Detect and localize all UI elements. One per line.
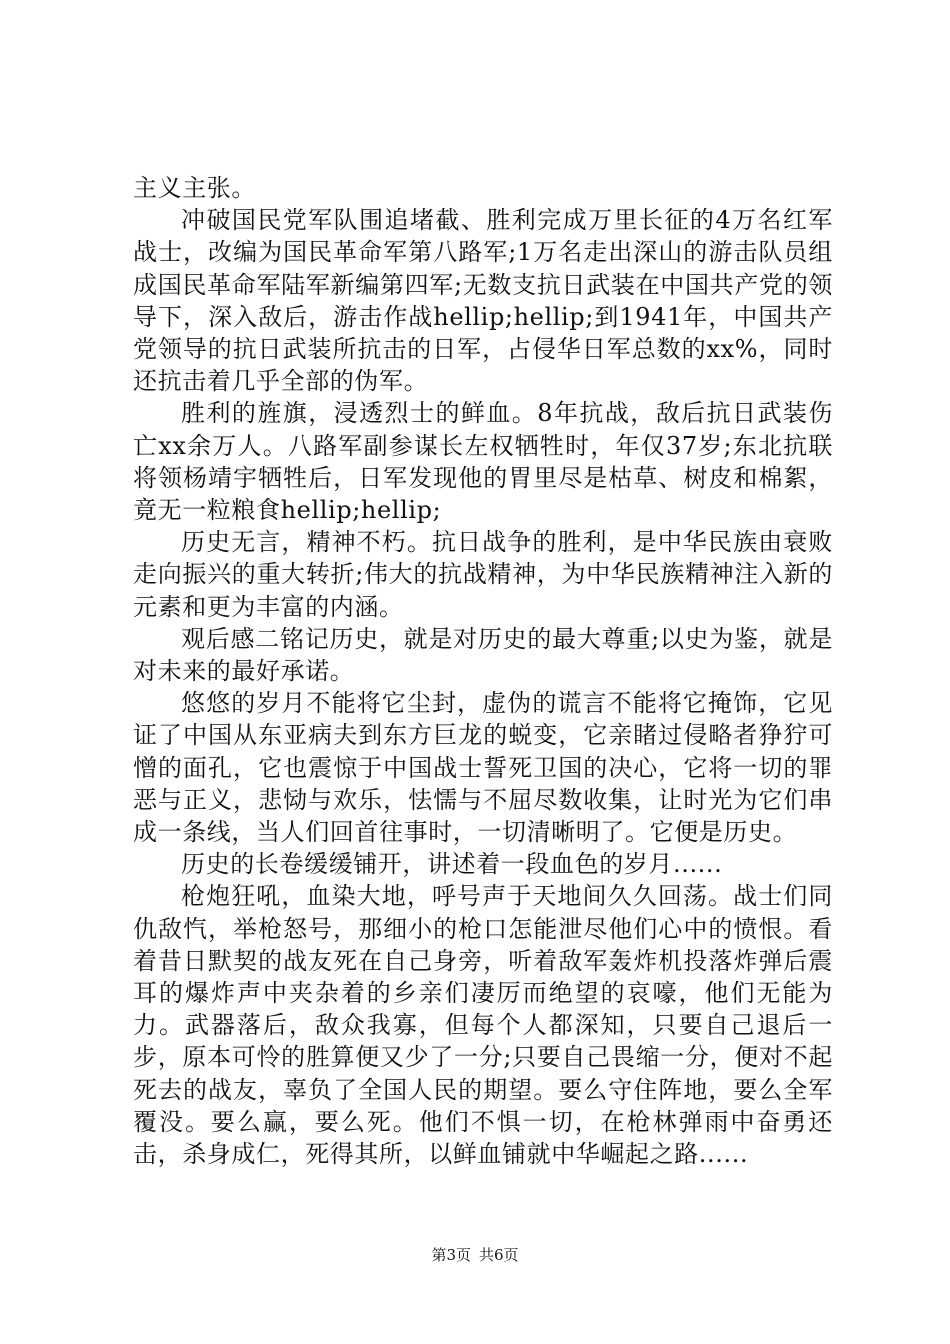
document-body (133, 172, 833, 1170)
page-number: 第3页 (431, 1246, 471, 1264)
paragraph: 枪炮狂吼，血染大地，呼号声于天地间久久回荡。战士们同仇敌忾，举枪怒号，那细小的枪口怎能泄尽他们心中的愤恨。看着昔日默契的战友死在自己身旁，听着敌军轰炸机投落炸弹后震耳的爆炸声中夹杂着的乡亲们凄厉而绝望的哀嚎，他们无能为力。武器落后，敌众我寡，但每个人都深知，只要自己退后一步，原本可怜的胜算便又少了一分;只要自己畏缩一分，便对不起死去的战友，辜负了全国人民的期望。要么守住阵地，要么全军覆没。要么赢，要么死。他们不惧一切，在枪林弹雨中奋勇还击，杀身成仁，死得其所，以鲜血铺就中华崛起之路...... (133, 882, 833, 1169)
page-total: 共6页 (479, 1246, 519, 1264)
paragraph-continuation: 主义主张。 (133, 174, 256, 202)
paragraph: 胜利的旌旗，浸透烈士的鲜血。8年抗战，敌后抗日武装伤亡xx余万人。八路军副参谋长左权牺牲时，年仅37岁;东北抗联将领杨靖宇牺牲后，日军发现他的胃里尽是枯草、树皮和棉絮，竟无一粒粮食hellip;hellip; (133, 399, 833, 525)
page-footer (0, 1244, 950, 1265)
paragraph: 观后感二铭记历史，就是对历史的最大尊重;以史为鉴，就是对未来的最好承诺。 (133, 624, 833, 686)
paragraph: 历史无言，精神不朽。抗日战争的胜利，是中华民族由衰败走向振兴的重大转折;伟大的抗战精神，为中华民族精神注入新的元素和更为丰富的内涵。 (133, 528, 833, 621)
paragraph: 冲破国民党军队围追堵截、胜利完成万里长征的4万名红军战士，改编为国民革命军第八路军;1万名走出深山的游击队员组成国民革命军陆军新编第四军;无数支抗日武装在中国共产党的领导下，深入敌后，游击作战hellip;hellip;到1941年，中国共产党领导的抗日武装所抗击的日军，占侵华日军总数的xx%，同时还抗击着几乎全部的伪军。 (133, 206, 833, 396)
paragraph: 悠悠的岁月不能将它尘封，虚伪的谎言不能将它掩饰，它见证了中国从东亚病夫到东方巨龙的蜕变，它亲睹过侵略者狰狞可憎的面孔，它也震惊于中国战士誓死卫国的决心，它将一切的罪恶与正义，悲恸与欢乐，怯懦与不屈尽数收集，让时光为它们串成一条线，当人们回首往事时，一切清晰明了。它便是历史。 (133, 689, 833, 847)
paragraph: 历史的长卷缓缓铺开，讲述着一段血色的岁月...... (181, 850, 723, 879)
